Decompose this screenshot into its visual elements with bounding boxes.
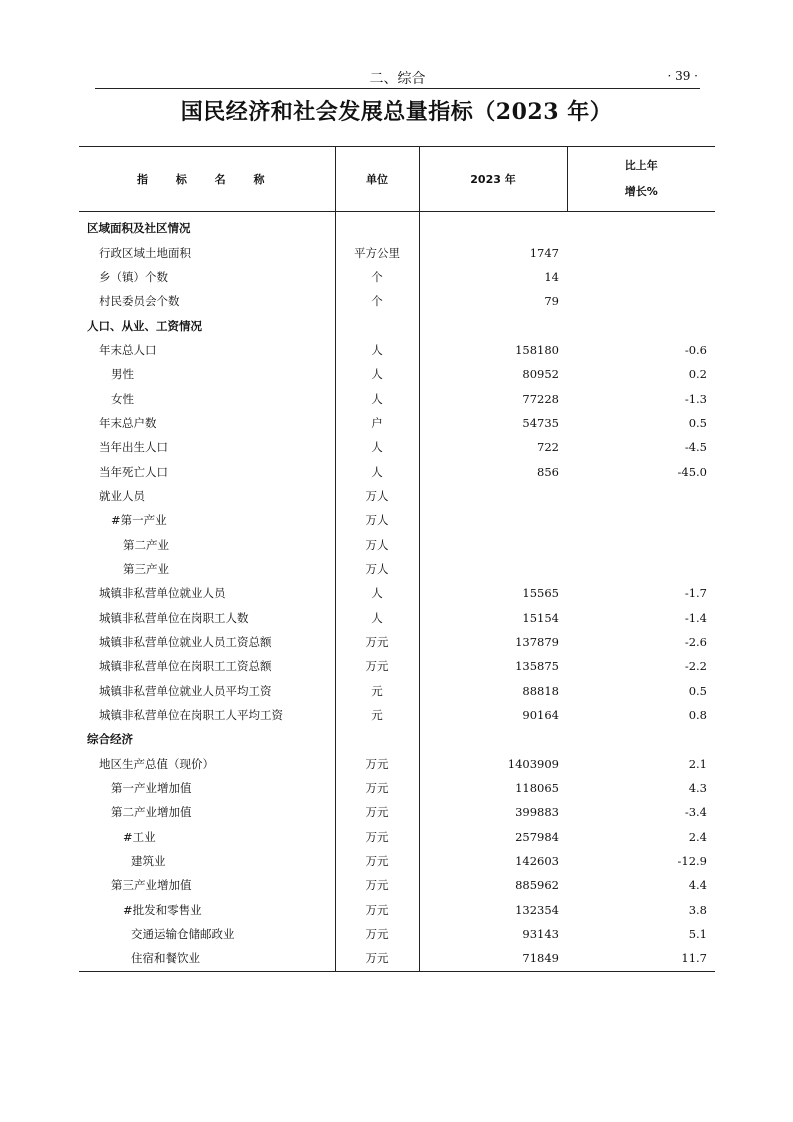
value-cell	[419, 508, 567, 532]
value-cell: 118065	[515, 781, 559, 796]
value-cell: 399883	[515, 805, 559, 820]
unit-cell: 万元	[335, 922, 419, 946]
indicator-name: 区域面积及社区情况	[87, 221, 191, 236]
unit-cell: 万人	[335, 508, 419, 532]
unit-cell: 万元	[335, 946, 419, 971]
unit-cell: 万元	[335, 898, 419, 922]
unit-cell: 万元	[335, 752, 419, 776]
unit-cell: 万元	[335, 800, 419, 824]
table-row	[79, 776, 715, 800]
table-row	[79, 752, 715, 776]
growth-cell: 2.1	[688, 756, 707, 771]
unit-cell: 个	[335, 265, 419, 289]
value-cell: 722	[537, 440, 559, 455]
indicator-name: 城镇非私营单位就业人员平均工资	[99, 683, 272, 698]
value-cell: 142603	[515, 854, 559, 869]
indicator-name: 年末总户数	[99, 415, 157, 430]
growth-cell: -1.4	[684, 610, 707, 625]
table-row	[79, 849, 715, 873]
growth-cell: 11.7	[567, 946, 715, 971]
value-cell	[419, 532, 567, 556]
table-row	[79, 484, 715, 508]
indicator-table	[79, 146, 715, 972]
table-row	[79, 679, 715, 703]
section-row	[79, 313, 715, 337]
growth-cell: -45.0	[677, 464, 707, 479]
table-row	[79, 459, 715, 483]
unit-cell: 元	[335, 703, 419, 727]
growth-cell: -4.5	[684, 440, 707, 455]
indicator-name: #批发和零售业	[123, 902, 202, 917]
value-cell: 80952	[522, 367, 559, 382]
unit-cell: 万元	[335, 873, 419, 897]
indicator-name: 当年死亡人口	[99, 464, 168, 479]
value-cell	[419, 212, 567, 241]
unit-cell	[335, 212, 419, 241]
unit-cell: 万元	[335, 776, 419, 800]
unit-cell: 万人	[335, 557, 419, 581]
growth-cell	[567, 289, 715, 313]
indicator-name: 男性	[111, 367, 134, 382]
col-header-year: 2023 年	[419, 147, 567, 212]
value-cell: 14	[544, 269, 559, 284]
page-title: 国民经济和社会发展总量指标（2023 年）	[180, 99, 613, 125]
value-cell: 90164	[522, 708, 559, 723]
growth-cell	[567, 508, 715, 532]
indicator-name: 综合经济	[87, 732, 133, 747]
unit-cell: 个	[335, 289, 419, 313]
indicator-name: 城镇非私营单位在岗职工人数	[99, 610, 249, 625]
table-row	[79, 703, 715, 727]
table-row	[79, 606, 715, 630]
unit-cell: 人	[335, 459, 419, 483]
indicator-name: 第一产业增加值	[111, 781, 192, 796]
value-cell: 257984	[515, 829, 559, 844]
table-row	[79, 800, 715, 824]
growth-cell: 0.5	[688, 415, 707, 430]
growth-cell: -2.2	[684, 659, 707, 674]
table-row	[79, 435, 715, 459]
indicator-name: 第二产业增加值	[111, 805, 192, 820]
growth-cell: 0.8	[688, 708, 707, 723]
growth-cell: 5.1	[688, 927, 707, 942]
growth-cell	[567, 727, 715, 751]
unit-cell: 人	[335, 362, 419, 386]
value-cell: 88818	[522, 683, 559, 698]
value-cell: 77228	[522, 391, 559, 406]
table-header	[79, 147, 715, 212]
table-row	[79, 265, 715, 289]
unit-cell: 户	[335, 411, 419, 435]
value-cell	[419, 727, 567, 751]
unit-cell: 万元	[335, 654, 419, 678]
table-row	[79, 362, 715, 386]
indicator-name: 第三产业	[123, 561, 169, 576]
indicator-name: 城镇非私营单位就业人员工资总额	[99, 635, 272, 650]
unit-cell: 万元	[335, 825, 419, 849]
value-cell: 93143	[522, 927, 559, 942]
growth-cell: -1.3	[684, 391, 707, 406]
table-row	[79, 338, 715, 362]
growth-cell: 3.8	[688, 902, 707, 917]
section-title: 二、综合	[369, 71, 426, 87]
col-header-growth-line2: 增长%	[624, 185, 658, 198]
growth-cell: 0.2	[688, 367, 707, 382]
indicator-name: 村民委员会个数	[99, 294, 180, 309]
growth-cell: 4.4	[688, 878, 707, 893]
value-cell	[419, 484, 567, 508]
indicator-name: 年末总人口	[99, 342, 157, 357]
table-row	[79, 532, 715, 556]
value-cell	[419, 557, 567, 581]
growth-cell: -1.7	[684, 586, 707, 601]
growth-cell: 4.3	[688, 781, 707, 796]
col-header-unit: 单位	[335, 147, 419, 212]
table-row	[79, 873, 715, 897]
section-row	[79, 212, 715, 241]
unit-cell: 人	[335, 338, 419, 362]
growth-cell: -3.4	[684, 805, 707, 820]
indicator-name: 城镇非私营单位在岗职工人平均工资	[99, 708, 283, 723]
table-row	[79, 557, 715, 581]
value-cell	[419, 313, 567, 337]
indicator-name: 建筑业	[131, 854, 166, 869]
table-row	[79, 898, 715, 922]
value-cell: 137879	[515, 635, 559, 650]
indicator-name: 女性	[111, 391, 134, 406]
table-row	[79, 581, 715, 605]
value-cell: 54735	[522, 415, 559, 430]
section-row	[79, 727, 715, 751]
table-row	[79, 630, 715, 654]
table-row	[79, 946, 715, 971]
unit-cell: 万人	[335, 484, 419, 508]
page-number: · 39 ·	[667, 69, 698, 83]
table-row	[79, 654, 715, 678]
growth-cell	[567, 532, 715, 556]
indicator-name: #第一产业	[111, 513, 167, 528]
growth-cell: 2.4	[688, 829, 707, 844]
table-row	[79, 508, 715, 532]
indicator-table-container	[79, 146, 715, 972]
col-header-growth	[567, 147, 715, 212]
growth-cell	[567, 265, 715, 289]
value-cell: 158180	[515, 342, 559, 357]
growth-cell	[567, 212, 715, 241]
growth-cell: -0.6	[684, 342, 707, 357]
value-cell: 132354	[515, 902, 559, 917]
running-header	[95, 66, 700, 89]
table-body	[79, 212, 715, 972]
indicator-name: 城镇非私营单位就业人员	[99, 586, 226, 601]
growth-cell	[567, 240, 715, 264]
value-cell: 71849	[419, 946, 567, 971]
indicator-name: 住宿和餐饮业	[79, 946, 335, 971]
col-header-growth-line1: 比上年	[624, 159, 658, 172]
indicator-name: 乡（镇）个数	[99, 269, 168, 284]
value-cell: 1403909	[507, 756, 559, 771]
unit-cell: 人	[335, 435, 419, 459]
value-cell: 885962	[515, 878, 559, 893]
value-cell: 1747	[529, 245, 559, 260]
table-row	[79, 825, 715, 849]
indicator-name: 交通运输仓储邮政业	[131, 927, 235, 942]
unit-cell	[335, 727, 419, 751]
indicator-name: 第二产业	[123, 537, 169, 552]
table-row	[79, 289, 715, 313]
indicator-name: 行政区域土地面积	[99, 245, 191, 260]
table-row	[79, 411, 715, 435]
growth-cell	[567, 557, 715, 581]
growth-cell: -2.6	[684, 635, 707, 650]
indicator-name: 城镇非私营单位在岗职工工资总额	[99, 659, 272, 674]
indicator-name: 人口、从业、工资情况	[87, 318, 202, 333]
indicator-name: 地区生产总值（现价）	[99, 756, 214, 771]
indicator-name: 就业人员	[99, 488, 145, 503]
col-header-indicator: 指 标 名 称	[79, 147, 335, 212]
unit-cell	[335, 313, 419, 337]
unit-cell: 平方公里	[335, 240, 419, 264]
value-cell: 15565	[522, 586, 559, 601]
unit-cell: 人	[335, 606, 419, 630]
value-cell: 15154	[522, 610, 559, 625]
unit-cell: 万人	[335, 532, 419, 556]
indicator-name: 第三产业增加值	[111, 878, 192, 893]
unit-cell: 人	[335, 581, 419, 605]
growth-cell: -12.9	[677, 854, 707, 869]
table-row	[79, 386, 715, 410]
growth-cell	[567, 484, 715, 508]
value-cell: 135875	[515, 659, 559, 674]
value-cell: 79	[544, 294, 559, 309]
growth-cell: 0.5	[688, 683, 707, 698]
indicator-name: 当年出生人口	[99, 440, 168, 455]
unit-cell: 万元	[335, 630, 419, 654]
unit-cell: 元	[335, 679, 419, 703]
unit-cell: 万元	[335, 849, 419, 873]
growth-cell	[567, 313, 715, 337]
table-row	[79, 240, 715, 264]
table-row	[79, 922, 715, 946]
unit-cell: 人	[335, 386, 419, 410]
value-cell: 856	[537, 464, 559, 479]
indicator-name: #工业	[123, 829, 156, 844]
